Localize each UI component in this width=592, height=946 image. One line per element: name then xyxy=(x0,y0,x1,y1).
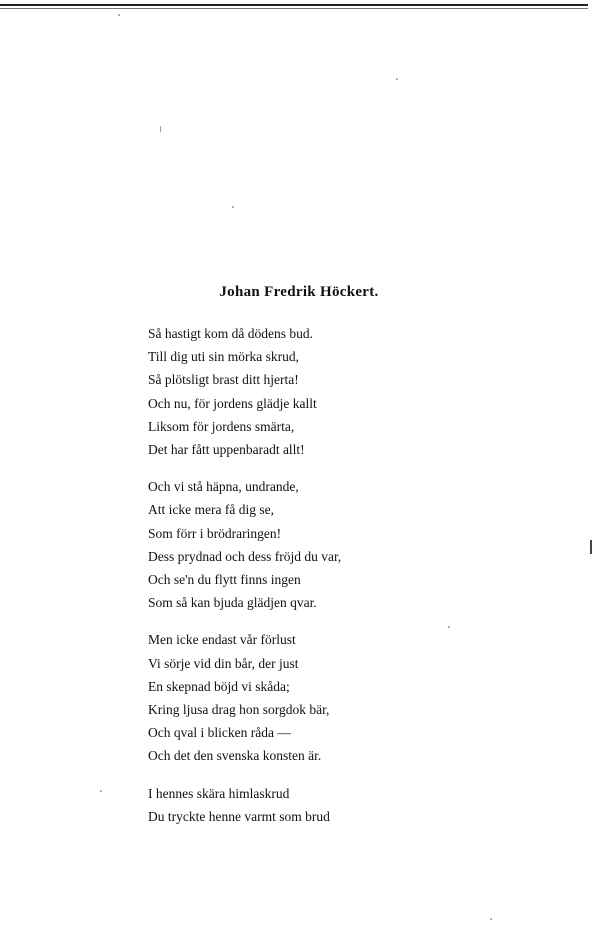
verse-line: Och se'n du flytt finns ingen xyxy=(148,572,301,588)
verse-line: Det har fått uppenbaradt allt! xyxy=(148,442,305,458)
verse-line: Liksom för jordens smärta, xyxy=(148,418,295,434)
scan-speck xyxy=(490,918,492,920)
verse-line: Du tryckte henne varmt som brud xyxy=(148,808,330,824)
scan-speck xyxy=(396,78,398,80)
top-rule xyxy=(0,4,588,6)
verse-line: Och vi stå häpna, undrande, xyxy=(148,479,299,495)
verse-line: Och nu, för jordens glädje kallt xyxy=(148,395,317,411)
stanza xyxy=(148,475,448,614)
scan-speck xyxy=(118,14,120,16)
verse-line: Som så kan bjuda glädjen qvar. xyxy=(148,595,317,611)
verse-line: Dess prydnad och dess fröjd du var, xyxy=(148,548,342,564)
poem-title: Johan Fredrik Höckert. xyxy=(219,284,379,300)
scan-speck xyxy=(100,790,102,792)
stanza xyxy=(148,782,448,828)
scan-speck xyxy=(448,626,450,628)
scan-speck xyxy=(160,126,161,132)
verse-line: I hennes skära himlaskrud xyxy=(148,785,290,801)
verse-line: Som förr i brödraringen! xyxy=(148,525,282,541)
verse-line: Så hastigt kom då dödens bud. xyxy=(148,326,313,341)
verse-line: Men icke endast vår förlust xyxy=(148,632,296,648)
verse-line: Och det den svenska konsten är. xyxy=(148,748,322,764)
stanza xyxy=(148,628,448,767)
verse-line: Och qval i blicken råda — xyxy=(148,725,291,741)
verse-line: Vi sörje vid din bår, der just xyxy=(148,655,299,671)
poem-body xyxy=(148,322,448,842)
verse-line: Kring ljusa drag hon sorgdok bär, xyxy=(148,702,330,718)
verse-line: Att icke mera få dig se, xyxy=(148,502,274,518)
scan-speck xyxy=(232,206,234,208)
verse-line: Till dig uti sin mörka skrud, xyxy=(148,349,300,365)
stanza xyxy=(148,322,448,461)
verse-line: En skepnad böjd vi skåda; xyxy=(148,678,290,694)
verse-line: Så plötsligt brast ditt hjerta! xyxy=(148,372,299,388)
top-rule-thin xyxy=(0,8,588,9)
